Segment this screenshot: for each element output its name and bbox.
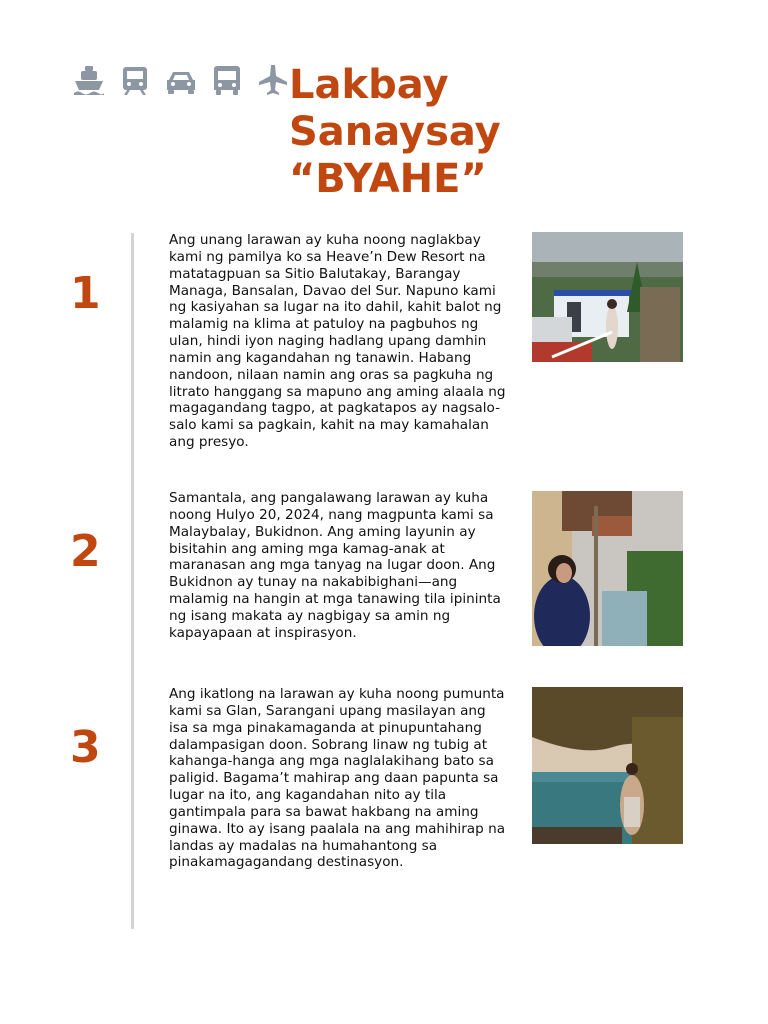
page-title — [289, 62, 501, 203]
photo-bukidnon — [532, 491, 683, 646]
entry-number-2: 2 — [70, 526, 101, 577]
ship-icon — [72, 62, 106, 98]
entry-number-3: 3 — [70, 722, 101, 773]
timeline-divider — [131, 233, 134, 929]
entry-text-3: Ang ikatlong na larawan ay kuha noong pumunta kami sa Glan, Sarangani upang masilayan ang isa sa mga pinakamaganda at pinupuntahang dalampasigan doon. Sobrang linaw ng tubig at kahanga-hanga ang mga naglalakihang bato sa paligid. Bagama’t mahirap ang daan papunta sa lugar na ito, ang kagandahan nito ay tila gantimpala para sa bawat hakbang na aming ginawa. Ito ay isang paalala na ang mahihirap na landas ay madalas na humahantong sa pinakamagagandang destinasyon. — [169, 686, 506, 871]
transport-icons — [72, 62, 290, 98]
title-line-3: “BYAHE” — [289, 156, 487, 202]
entry-text-2: Samantala, ang pangalawang larawan ay kuha noong Hulyo 20, 2024, nang magpunta kami sa Malaybalay, Bukidnon. Ang aming layunin ay bisitahin ang aming mga kamag-anak at maranasan ang mga tanyag na lugar doon. Ang Bukidnon ay tunay na nakabibighani—ang malamig na hangin at mga tanawing tila ipininta ng isang makata ay nagbigay sa amin ng kapayapaan at inspirasyon. — [169, 490, 501, 641]
title-line-1: Lakbay — [289, 62, 449, 108]
bus-icon — [210, 62, 244, 98]
entry-text-1: Ang unang larawan ay kuha noong naglakbay kami ng pamilya ko sa Heave’n Dew Resort na matatagpuan sa Sitio Balutakay, Barangay Managa, Bansalan, Davao del Sur. Napuno kami ng kasiyahan sa lugar na ito dahil, kahit balot ng malamig na klima at patuloy na pagbuhos ng ulan, hindi iyon naging hadlang upang damhin namin ang kagandahan ng tanawin. Habang nandoon, nilaan namin ang oras sa pagkuha ng litrato hanggang sa mapuno ang aming alaala ng magagandang tagpo, at pagkatapos ay nagsalo-salo kami sa pagkain, kahit na may kamahalan ang presyo. — [169, 232, 506, 451]
photo-glan-beach — [532, 687, 683, 844]
car-icon — [164, 62, 198, 98]
entry-number-1: 1 — [70, 268, 101, 319]
train-icon — [118, 62, 152, 98]
title-line-2: Sanaysay — [289, 109, 501, 155]
photo-resort — [532, 232, 683, 362]
airplane-icon — [256, 62, 290, 98]
